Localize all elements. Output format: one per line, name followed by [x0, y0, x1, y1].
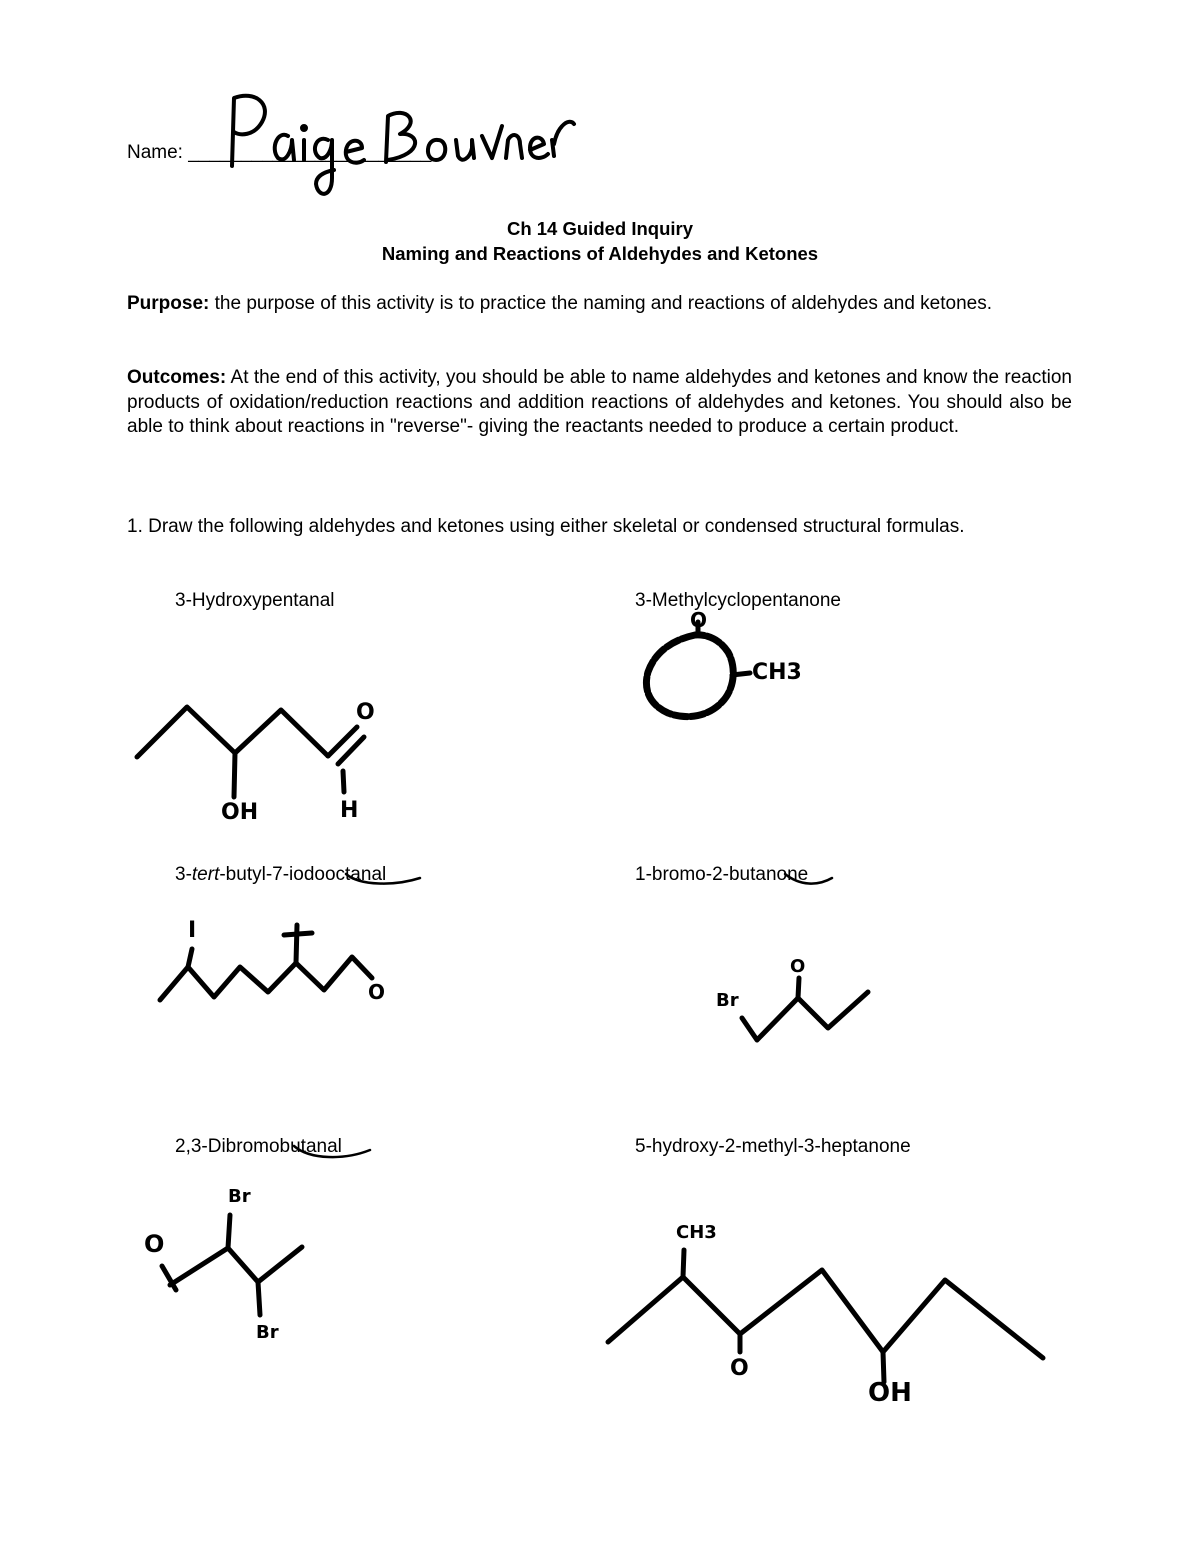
atom-label-o: O: [356, 700, 375, 725]
compound-label-4: 1-bromo-2-butanone: [635, 864, 809, 885]
purpose-label: Purpose:: [127, 293, 210, 314]
name-label: Name:: [127, 142, 189, 163]
atom-label-ch3: CH3: [676, 1222, 717, 1243]
structure-2-3-dibromobutanal: [162, 1146, 370, 1315]
name-blank: _______________________: [188, 142, 432, 163]
atom-label-oh: OH: [868, 1378, 912, 1408]
atom-label-ch3: CH3: [752, 660, 802, 685]
compound-label-3: 3-tert-butyl-7-iodooctanal: [175, 864, 387, 885]
outcomes-text: At the end of this activity, you should be able to name aldehydes and ketones and know the reaction products of oxidation/reduction reactions and addition reactions of aldehydes and ketones. You should also be able to think about reactions in "reverse"- giving the reactants needed to produce a certain product.: [127, 367, 1072, 437]
atom-label-oh: OH: [221, 800, 259, 825]
atom-label-i: I: [188, 918, 197, 943]
structure-3-methylcyclopentanone: [646, 622, 750, 717]
atom-label-br: Br: [716, 990, 739, 1011]
atom-label-br: Br: [256, 1322, 279, 1343]
atom-label-br: Br: [228, 1186, 251, 1207]
outcomes-label: Outcomes:: [127, 367, 227, 388]
compound-label-5: 2,3-Dibromobutanal: [175, 1136, 342, 1157]
atom-label-o: O: [144, 1230, 165, 1258]
atom-label-h: H: [340, 798, 359, 823]
compound-label-1: 3-Hydroxypentanal: [175, 590, 335, 611]
structure-3-hydroxypentanal: [137, 707, 364, 797]
worksheet-subtitle: Naming and Reactions of Aldehydes and Ketones: [381, 243, 819, 264]
worksheet-title: Ch 14 Guided Inquiry: [506, 218, 694, 239]
structure-5-hydroxy-2-methyl-3-heptanone: [608, 1250, 1043, 1382]
atom-label-o: O: [730, 1356, 749, 1381]
atom-label-o: O: [790, 956, 806, 977]
compound-label-6: 5-hydroxy-2-methyl-3-heptanone: [635, 1136, 911, 1157]
question-1: 1. Draw the following aldehydes and ketones using either skeletal or condensed structural formulas.: [127, 516, 965, 537]
atom-label-o: O: [690, 608, 708, 632]
compound-label-2: 3-Methylcyclopentanone: [635, 590, 841, 611]
purpose-text: the purpose of this activity is to practice the naming and reactions of aldehydes and ketones.: [209, 293, 992, 314]
atom-label-o: O: [368, 980, 386, 1004]
